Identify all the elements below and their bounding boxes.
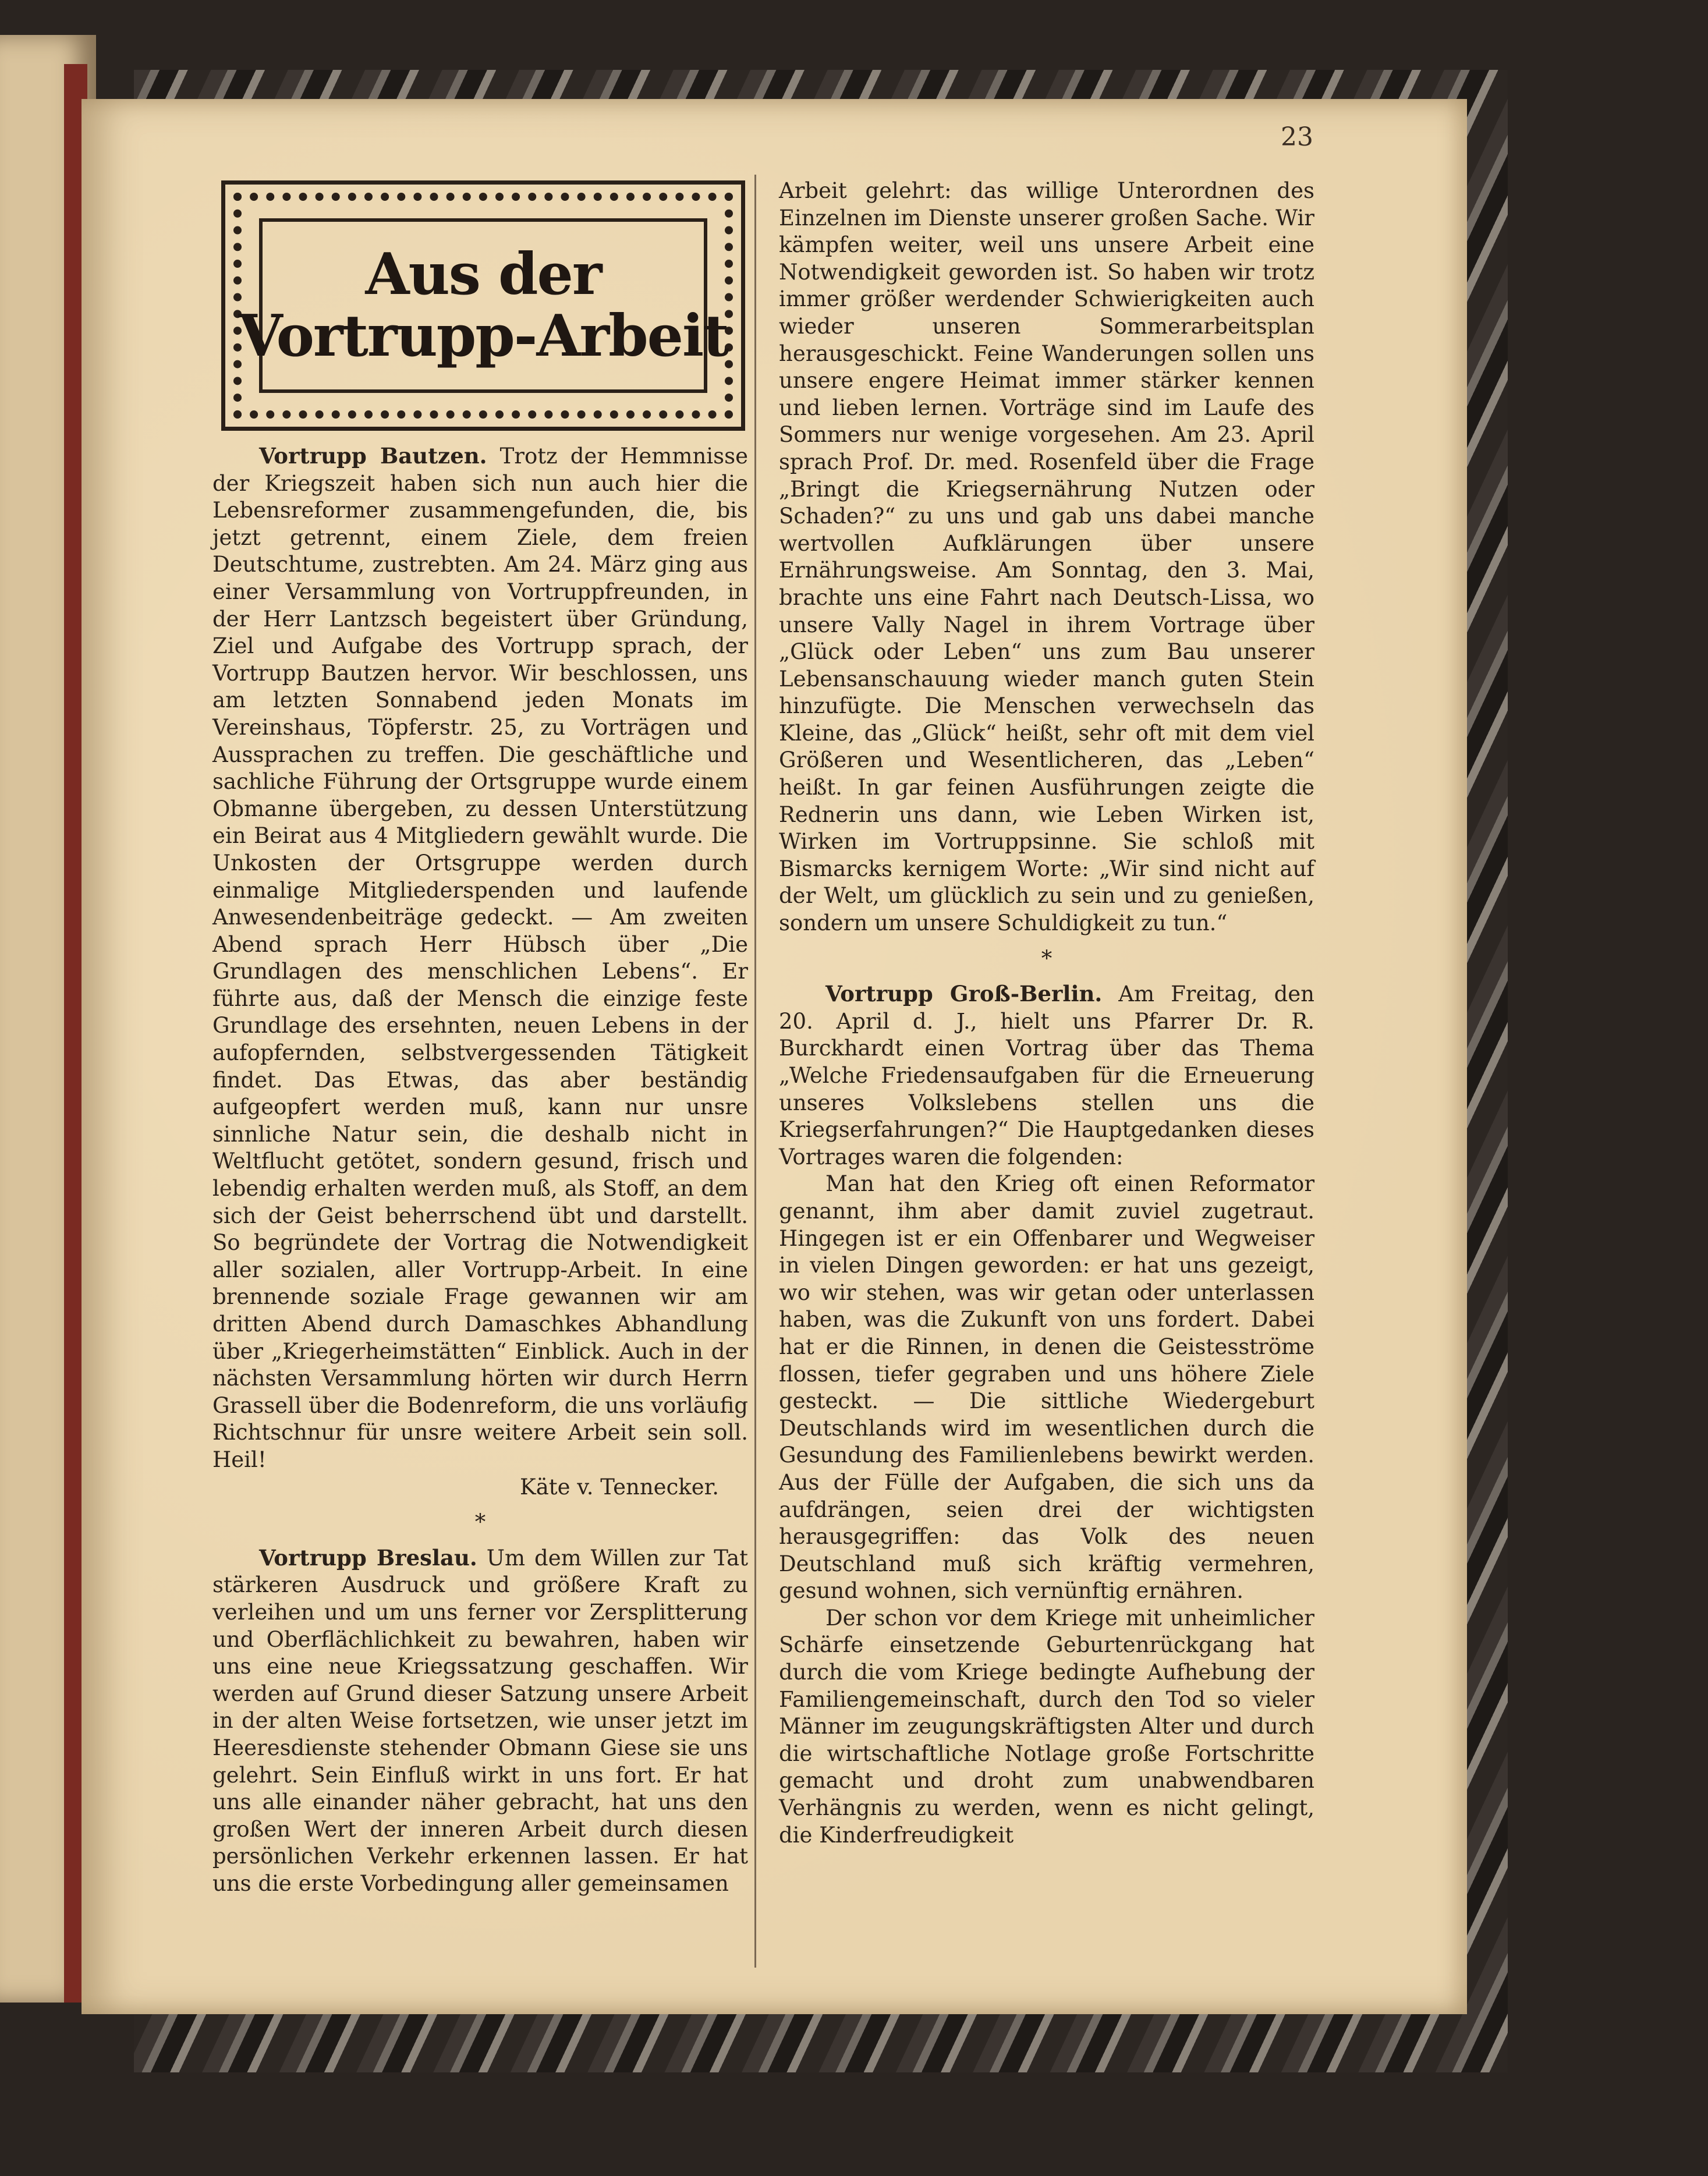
title-frame-inner	[238, 218, 728, 393]
title-frame	[221, 180, 745, 431]
berlin-report	[779, 980, 1314, 1171]
berlin-paragraph-2: Man hat den Krieg oft einen Reformator genannt, ihm aber damit zuviel zugetraut. Hingegen ist er ein Offenbarer und Wegweiser in vielen Dingen geworden: er hat uns gezeigt, wo wir stehen, was wir getan oder unterlassen haben, was die Zukunft von uns fordert. Dabei hat er die Rinnen, in denen die Geistesströme flossen, tiefer gegraben und uns höhere Ziele gesteckt. — Die sittliche Wiedergeburt Deutschlands wird im wesentlichen durch die Gesundung des Familienlebens bewirkt werden. Aus der Fülle der Aufgaben, die sich uns da aufdrängen, seien drei der wichtigsten herausgegriffen: das Volk des neuen Deutschland muß sich kräftig vermehren, gesund wohnen, sich vernünftig ernähren.	[779, 1171, 1314, 1604]
right-column	[779, 178, 1314, 1849]
berlin-text: Am Freitag, den 20. April d. J., hielt uns Pfarrer Dr. R. Burckhardt einen Vortrag über das Thema „Welche Friedensaufgaben für die Erneuerung unseres Volkslebens stellen uns die Kriegserfahrungen?“ Die Hauptgedanken dieses Vortrages waren die folgenden:	[779, 981, 1314, 1169]
berlin-paragraph-3: Der schon vor dem Kriege mit unheimlicher Schärfe einsetzende Geburtenrückgang hat durch die vom Kriege bedingte Aufhebung der Familiengemeinschaft, durch den Tod so vieler Männer im zeugungskräftigsten Alter und durch die wirtschaftliche Notlage große Fortschritte gemacht und droht zum unabwendbaren Verhängnis zu werden, wenn es nicht gelingt, die Kinderfreudigkeit	[779, 1605, 1314, 1848]
left-column	[212, 442, 748, 1897]
page-number: 23	[1281, 122, 1313, 152]
section-separator: *	[1041, 945, 1053, 971]
bautzen-signature: Käte v. Tennecker.	[520, 1474, 719, 1500]
bautzen-heading: Vortrupp Bautzen.	[259, 443, 487, 469]
breslau-text: Um dem Willen zur Tat stärkeren Ausdruck und größere Kraft zu verleihen und um uns ferner vor Zersplitterung und Oberflächlichkeit zu bewahren, haben wir uns eine neue Kriegssatzung geschaffen. Wir werden auf Grund dieser Satzung unsere Arbeit in der alten Weise fortsetzen, wie unser jetzt im Heeresdienste stehender Obmann Giese sie uns gelehrt. Sein Einfluß wirkt in uns fort. Er hat uns alle einander näher gebracht, hat uns den großen Wert der inneren Arbeit durch diesen persönlichen Verkehr erkennen lassen. Er hat uns die erste Vorbedingung aller gemeinsamen	[212, 1545, 749, 1896]
bautzen-report	[212, 442, 748, 1474]
section-separator: *	[474, 1509, 486, 1535]
breslau-report	[212, 1544, 748, 1898]
title-line-1: Aus der	[365, 241, 601, 309]
column-divider	[754, 175, 756, 1968]
bautzen-text: Trotz der Hemmnisse der Kriegszeit haben sich nun auch hier die Lebensreformer zusammengefunden, die, bis jetzt getrennt, einem Ziele, dem freien Deutschtume, zustrebten. Am 24. März ging aus einer Versammlung von Vortruppfreunden, in der Herr Lantzsch begeistert über Gründung, Ziel und Aufgabe des Vortrupp sprach, der Vortrupp Bautzen hervor. Wir beschlossen, uns am letzten Sonnabend jeden Monats im Vereinshaus, Töpferstr. 25, zu Vorträgen und Aussprachen zu treffen. Die geschäftliche und sachliche Führung der Ortsgruppe wurde einem Obmanne übergeben, zu dessen Unterstützung ein Beirat aus 4 Mitgliedern gewählt wurde. Die Unkosten der Ortsgruppe werden durch einmalige Mitgliederspenden und laufende Anwesendenbeiträge gedeckt. — Am zweiten Abend sprach Herr Hübsch über „Die Grundlagen des menschlichen Lebens“. Er führte aus, daß der Mensch die einzige feste Grundlage des ersehnten, neuen Lebens in der aufopfernden, selbstvergessenden Tätigkeit findet. Das Etwas, das aber beständig aufgeopfert werden muß, kann nur unsre sinnliche Natur sein, die deshalb nicht in Weltflucht getötet, sondern gesund, frisch und lebendig erhalten werden muß, als Stoff, an dem sich der Geist beherrschend übt und darstellt. So begründete der Vortrag die Notwendigkeit aller sozialen, aller Vortrupp-Arbeit. In eine brennende soziale Frage gewannen wir am dritten Abend durch Damaschkes Abhandlung über „Kriegerheimstätten“ Einblick. Auch in der nächsten Versammlung hörten wir durch Herrn Grassell über die Bodenreform, die uns vorläufig Richtschnur für unsre weitere Arbeit sein soll. Heil!	[212, 444, 748, 1472]
title-line-2: Vortrupp-Arbeit	[238, 303, 728, 370]
berlin-heading: Vortrupp Groß-Berlin.	[825, 981, 1103, 1007]
breslau-heading: Vortrupp Breslau.	[259, 1544, 477, 1571]
breslau-continued: Arbeit gelehrt: das willige Unterordnen des Einzelnen im Dienste unserer großen Sache. Wir kämpfen weiter, weil uns unsere Arbeit eine Notwendigkeit geworden ist. So haben wir trotz immer größer werdender Schwierigkeiten auch wieder unseren Sommerarbeitsplan herausgeschickt. Feine Wanderungen sollen uns unsere engere Heimat immer stärker kennen und lieben lernen. Vorträge sind im Laufe des Sommers nur wenige vorgesehen. Am 23. April sprach Prof. Dr. med. Rosenfeld über die Frage „Bringt die Kriegsernährung Nutzen oder Schaden?“ zu uns und gab uns dabei manche wertvollen Aufklärungen über unsere Ernährungsweise. Am Sonntag, den 3. Mai, brachte uns eine Fahrt nach Deutsch-Lissa, wo unsere Vally Nagel in ihrem Vortrage über „Glück oder Leben“ uns zum Bau unserer Lebensanschauung wieder manch guten Stein hinzufügte. Die Menschen verwechseln das Kleine, das „Glück“ heißt, sehr oft mit dem viel Größeren und Wesentlicheren, das „Leben“ heißt. In gar feinen Ausführungen zeigte die Rednerin uns dann, wie Leben Wirken ist, Wirken im Vortruppsinne. Sie schloß mit Bismarcks kernigem Worte: „Wir sind nicht auf der Welt, um glücklich zu sein und zu genießen, sondern um unsere Schuldigkeit zu tun.“	[779, 178, 1314, 936]
